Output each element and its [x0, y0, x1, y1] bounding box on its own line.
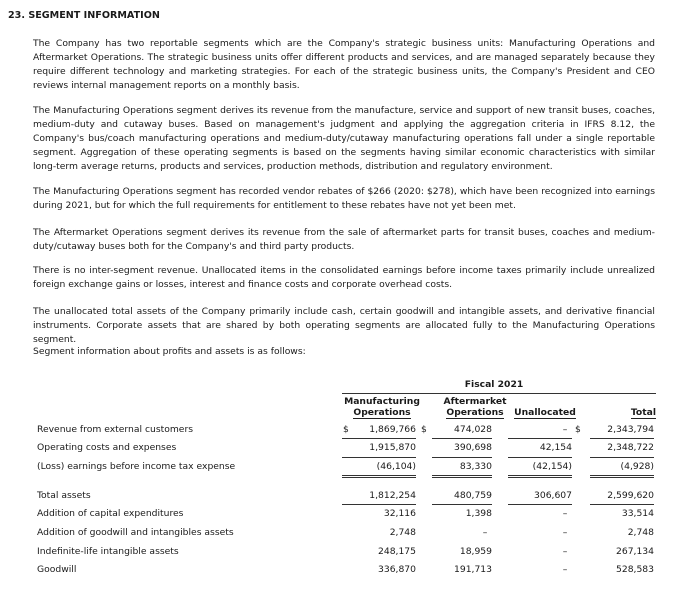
table-row — [0, 526, 677, 544]
row-label: Revenue from external customers — [37, 424, 194, 435]
currency-symbol-aftermarket: $ — [421, 424, 427, 435]
cell-manufacturing: 336,870 — [378, 564, 416, 575]
row-label: Indefinite-life intangible assets — [37, 546, 179, 557]
cell-unallocated: – — [562, 527, 568, 538]
table-rule — [508, 504, 572, 505]
cell-unallocated: 42,154 — [539, 442, 572, 453]
table-rule — [508, 438, 572, 439]
table-rule — [432, 438, 492, 439]
table-rule — [342, 477, 416, 478]
table-rule — [342, 504, 416, 505]
cell-manufacturing: 1,812,254 — [369, 490, 416, 501]
currency-symbol-unallocated: $ — [575, 424, 581, 435]
column-header-manufacturing — [332, 396, 432, 419]
cell-total: 528,583 — [616, 564, 654, 575]
section-title: 23. SEGMENT INFORMATION — [8, 10, 160, 21]
table-period-header: Fiscal 2021 — [464, 379, 524, 390]
column-header-manufacturing-line2: Operations — [353, 407, 411, 418]
cell-total: 33,514 — [621, 508, 654, 519]
table-rule — [590, 504, 654, 505]
table-rule — [342, 475, 416, 476]
column-header-manufacturing-line1: Manufacturing — [344, 396, 420, 407]
table-row — [0, 423, 677, 441]
paragraph-inter-segment-revenue: There is no inter-segment revenue. Unallocated items in the consolidated earnings before income taxes primarily include unrealized foreign exchange gains or losses, interest and finance costs and corporate overhead costs. — [33, 265, 655, 290]
table-row — [0, 441, 677, 459]
paragraph-vendor-rebates: The Manufacturing Operations segment has recorded vendor rebates of $266 (2020: $278), which have been recognized into earnings during 2021, but for which the full requirements for entitlement to these rebates have not yet been met. — [33, 186, 655, 211]
table-row — [0, 507, 677, 525]
paragraph-segments-overview: The Company has two reportable segments which are the Company's strategic business units: Manufacturing Operations and Aftermarket Operations. The strategic business units offer different products and services, and are managed separately because they require different technology and marketing strategies. For each of the strategic business units, the Company's President and CEO reviews internal management reports on a monthly basis. — [33, 38, 655, 91]
paragraph-table-intro: Segment information about profits and assets is as follows: — [33, 346, 306, 357]
cell-total: 2,348,722 — [607, 442, 654, 453]
cell-manufacturing: 1,869,766 — [369, 424, 416, 435]
paragraph-manufacturing-operations: The Manufacturing Operations segment derives its revenue from the manufacture, service and support of new transit buses, coaches, medium-duty and cutaway buses. Based on management's judgment and applying the aggregation criteria in IFRS 8.12, the Company's bus/coach manufacturing operations and medium-duty/cutaway manufacturing operations fall under a single reportable segment. Aggregation of these operating segments is based on the segments having similar economic characteristics with similar long-term average returns, products and services, production methods, distribution and regulatory environment. — [33, 105, 655, 172]
column-header-total — [590, 407, 656, 419]
row-label: Addition of capital expenditures — [37, 508, 184, 519]
cell-unallocated: 306,607 — [534, 490, 572, 501]
column-header-total-text: Total — [630, 407, 656, 418]
table-row — [0, 460, 677, 478]
column-header-aftermarket-line1: Aftermarket — [443, 396, 507, 407]
cell-aftermarket: 83,330 — [459, 461, 492, 472]
cell-aftermarket: 480,759 — [454, 490, 492, 501]
row-label: (Loss) earnings before income tax expense — [37, 461, 236, 472]
table-rule — [342, 457, 416, 458]
cell-aftermarket: 1,398 — [465, 508, 492, 519]
cell-aftermarket: – — [482, 527, 488, 538]
cell-aftermarket: 474,028 — [454, 424, 492, 435]
row-label: Goodwill — [37, 564, 77, 575]
table-rule — [508, 477, 572, 478]
cell-aftermarket: 18,959 — [459, 546, 492, 557]
paragraph-unallocated-assets: The unallocated total assets of the Company primarily include cash, certain goodwill and intangible assets, and derivative financial instruments. Corporate assets that are shared by both operating segments are allocated fully to the Manufacturing Operations segment. — [33, 306, 655, 345]
cell-aftermarket: 191,713 — [454, 564, 492, 575]
row-label: Total assets — [37, 490, 91, 501]
row-label: Addition of goodwill and intangibles assets — [37, 527, 234, 538]
table-rule — [432, 475, 492, 476]
table-row — [0, 489, 677, 507]
table-row — [0, 563, 677, 581]
cell-manufacturing: (46,104) — [376, 461, 416, 472]
table-rule — [508, 475, 572, 476]
cell-unallocated: (42,154) — [532, 461, 572, 472]
table-rule — [590, 438, 654, 439]
cell-total: 267,134 — [616, 546, 654, 557]
column-header-aftermarket-line2: Operations — [446, 407, 504, 418]
paragraph-aftermarket-operations: The Aftermarket Operations segment derives its revenue from the sale of aftermarket parts for transit buses, coaches and medium-duty/cutaway buses both for the Company's and third party products. — [33, 227, 655, 252]
table-rule — [342, 438, 416, 439]
cell-manufacturing: 248,175 — [378, 546, 416, 557]
cell-total: 2,343,794 — [607, 424, 654, 435]
row-label: Operating costs and expenses — [37, 442, 177, 453]
period-rule — [342, 393, 656, 394]
cell-total: 2,599,620 — [607, 490, 654, 501]
cell-unallocated: – — [562, 508, 568, 519]
cell-total: 2,748 — [627, 527, 654, 538]
table-rule — [590, 475, 654, 476]
cell-unallocated: – — [562, 546, 568, 557]
table-rule — [432, 457, 492, 458]
column-header-aftermarket — [432, 396, 518, 419]
table-rule — [590, 477, 654, 478]
table-rule — [590, 457, 654, 458]
table-rule — [508, 457, 572, 458]
column-header-unallocated-text: Unallocated — [514, 407, 576, 418]
table-rule — [432, 504, 492, 505]
cell-total: (4,928) — [620, 461, 654, 472]
table-row — [0, 545, 677, 563]
cell-aftermarket: 390,698 — [454, 442, 492, 453]
cell-unallocated: – — [562, 424, 568, 435]
cell-manufacturing: 32,116 — [383, 508, 416, 519]
column-header-unallocated — [508, 407, 582, 419]
currency-symbol-manufacturing: $ — [343, 424, 349, 435]
cell-unallocated: – — [562, 564, 568, 575]
table-rule — [432, 477, 492, 478]
cell-manufacturing: 1,915,870 — [369, 442, 416, 453]
cell-manufacturing: 2,748 — [389, 527, 416, 538]
